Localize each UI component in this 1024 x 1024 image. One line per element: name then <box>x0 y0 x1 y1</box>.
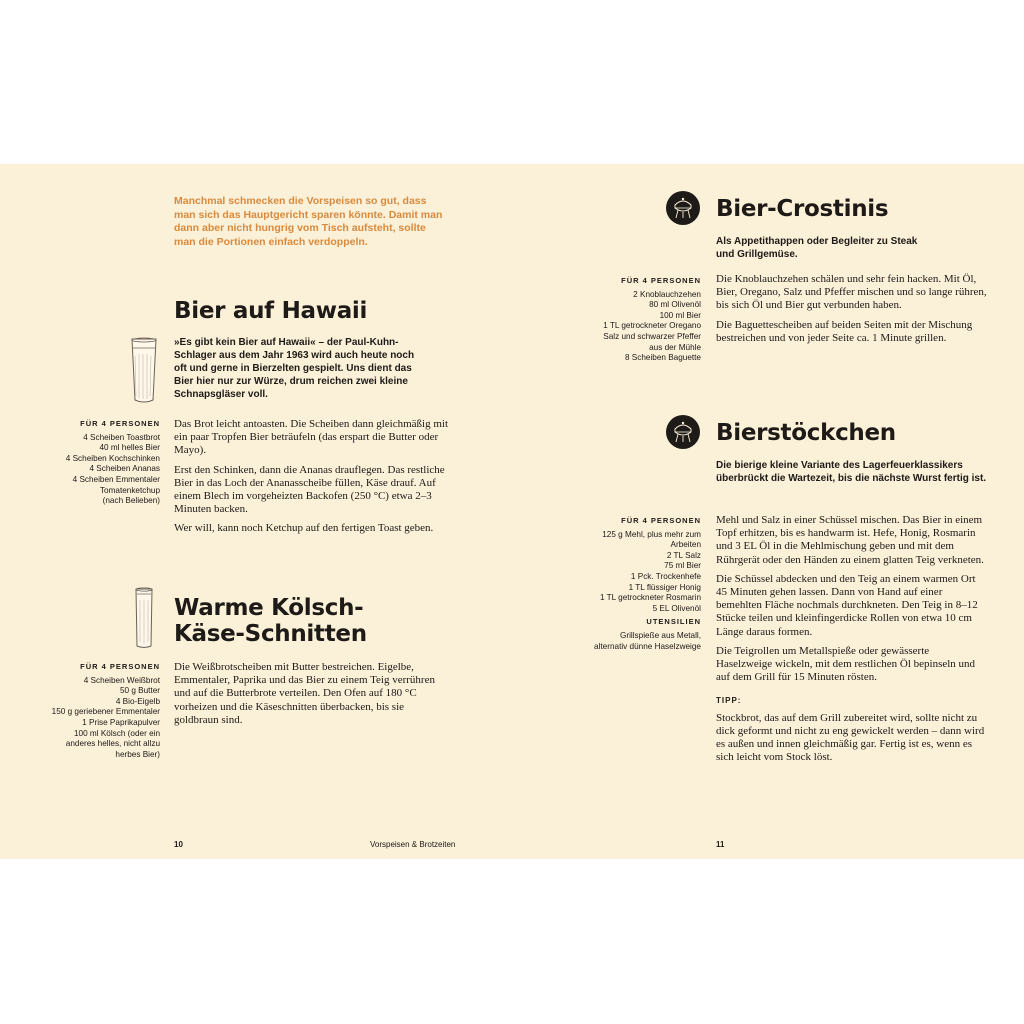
grill-icon <box>666 191 700 225</box>
tall-glass-icon <box>133 586 155 650</box>
ingredient: 1 Prise Paprikapulver <box>82 717 160 727</box>
instruction-step: Mehl und Salz in einer Schüssel mischen. Das Bier in einem Topf erhitzen, bis es handwarm ist. Hefe, Honig, Rosmarin und 3 EL Öl in die Mehlmischung geben und mit dem Rührgerät oder den Händen zu einem glatten Teig verkneten. <box>716 514 984 566</box>
instruction-step: Die Teigrollen um Metallspieße oder gewässerte Haselzweige wickeln, mit dem restlichen Öl bepinseln und auf dem Grill für 15 Minuten rösten. <box>716 644 976 684</box>
ingredient: 4 Scheiben Toastbrot <box>83 432 160 442</box>
servings-label: FÜR 4 PERSONEN <box>80 419 160 428</box>
instructions-bier-auf-hawaii <box>174 418 449 542</box>
ingredient: herbes Bier) <box>115 749 160 759</box>
ingredient: 75 ml Bier <box>664 561 701 571</box>
ingredient: 4 Bio-Eigelb <box>115 696 160 706</box>
ingredient: 80 ml Olivenöl <box>649 300 701 310</box>
ingredient: 4 Scheiben Kochschinken <box>65 453 160 463</box>
title-line: Warme Kölsch- <box>174 595 364 621</box>
tip-text: Stockbrot, das auf dem Grill zubereitet wird, sollte nicht zu dick geformt und nicht zu eng gewickelt werden – dann wird es außen und innen gleichmäßig gar. Fertig ist es, wenn es sich leicht vom Stock löst. <box>716 711 985 764</box>
section-title: Vorspeisen & Brotzeiten <box>370 840 456 849</box>
servings-label: FÜR 4 PERSONEN <box>621 516 701 525</box>
recipe-lead-bier-crostinis: Als Appetithappen oder Begleiter zu Steak und Grillgemüse. <box>716 236 918 260</box>
instructions-bier-crostinis <box>716 273 988 351</box>
page-number-right: 11 <box>716 840 725 849</box>
instruction-step: Erst den Schinken, dann die Ananas drauflegen. Das restliche Bier in das Loch der Ananasscheibe füllen, Käse drauf. Auf einem Blech im vorgeheizten Backofen (250 °C) etwa 2–3 Minuten backen. <box>174 463 445 516</box>
ingredient: 2 Knoblauchzehen <box>633 289 701 299</box>
instruction-step: Das Brot leicht antoasten. Die Scheiben dann gleichmäßig mit ein paar Tropfen Bier beträufeln (das erspart die Butter oder Mayo). <box>174 418 449 457</box>
ingredient: aus der Mühle <box>649 342 701 352</box>
ingredient: 100 ml Bier <box>659 310 701 320</box>
utensil: alternativ dünne Haselzweige <box>594 641 701 651</box>
instruction-step: Die Baguettescheiben auf beiden Seiten mit der Mischung bestreichen und von jeder Seite ca. 1 Minute grillen. <box>716 318 973 344</box>
instruction-step: Die Knoblauchzehen schälen und sehr fein hacken. Mit Öl, Bier, Oregano, Salz und Pfeffer mischen und so lange rühren, bis sich Öl und Bier gut verbunden haben. <box>716 273 987 312</box>
recipe-title-bier-crostinis: Bier-Crostinis <box>716 196 889 222</box>
instruction-step: Die Weißbrotscheiben mit Butter bestreichen. Eigelbe, Emmentaler, Paprika und das Bier zu einem Teig verrühren und auf die Butterbrote verteilen. Den Ofen auf 180 °C vorheizen und die Käseschnitten überbacken, bis sie goldbraun sind. <box>174 661 435 726</box>
ingredient: Salz und schwarzer Pfeffer <box>603 331 701 341</box>
page-number-left: 10 <box>174 840 183 849</box>
ingredient: Tomatenketchup <box>99 485 160 495</box>
ingredient: 1 Pck. Trockenhefe <box>630 571 701 581</box>
tip-label: TIPP: <box>716 696 742 706</box>
ingredient: 40 ml helles Bier <box>99 443 160 453</box>
ingredient: (nach Belieben) <box>102 496 160 506</box>
utensil: Grillspieße aus Metall, <box>620 630 701 640</box>
ingredient: Arbeiten <box>670 540 701 550</box>
ingredient: 125 g Mehl, plus mehr zum <box>602 529 701 539</box>
ingredients-bier-crostinis <box>570 276 701 364</box>
recipe-lead-bier-auf-hawaii: »Es gibt kein Bier auf Hawaii« – der Paul-Kuhn-Schlager aus dem Jahr 1963 wird auch heute noch oft und gerne in Bierzelten gespielt. Uns dient das Bier hier nur zur Würze, drum reichen zwei kleine Schnapsgläser voll. <box>174 337 415 400</box>
ingredient: 4 Scheiben Ananas <box>89 464 160 474</box>
ingredient: 50 g Butter <box>119 686 160 696</box>
beer-glass-icon <box>129 336 159 406</box>
servings-label: FÜR 4 PERSONEN <box>80 662 160 671</box>
ingredient: 2 TL Salz <box>666 550 701 560</box>
recipe-title-koelsch-kaese-schnitten <box>174 595 367 647</box>
utensils-label: UTENSILIEN <box>646 617 701 627</box>
ingredient: 100 ml Kölsch (oder ein <box>73 728 160 738</box>
recipe-lead-bierstoeckchen: Die bierige kleine Variante des Lagerfeuerklassikers überbrückt die Wartezeit, bis die nächste Wurst fertig ist. <box>716 460 987 484</box>
servings-label: FÜR 4 PERSONEN <box>621 276 701 285</box>
grill-icon <box>666 415 700 449</box>
ingredient: 150 g geriebener Emmentaler <box>51 707 160 717</box>
ingredient: anderes helles, nicht allzu <box>65 739 160 749</box>
instruction-step: Die Schüssel abdecken und den Teig an einem warmen Ort 45 Minuten gehen lassen. Dann von Hand auf einer bemehlten Fläche nochmals durchkneten. Den Teig in 8–12 Stücke teilen und kleinfingerdicke Rollen von etwa 10 cm Länge daraus formen. <box>716 572 978 638</box>
ingredient: 4 Scheiben Weißbrot <box>83 675 160 685</box>
recipe-title-bier-auf-hawaii: Bier auf Hawaii <box>174 298 368 324</box>
instructions-bierstoeckchen <box>716 514 988 770</box>
ingredient: 1 TL flüssiger Honig <box>628 582 701 592</box>
ingredients-koelsch-kaese-schnitten <box>30 662 160 760</box>
intro-text: Manchmal schmecken die Vorspeisen so gut, dass man sich das Hauptgericht sparen könnte. Damit man dann aber nicht hungrig vom Tisch aufsteht, sollte man die Portionen einfach verdoppeln. <box>174 195 443 248</box>
ingredient: 1 TL getrockneter Rosmarin <box>599 593 701 603</box>
title-line: Käse-Schnitten <box>174 621 367 647</box>
recipe-title-bierstoeckchen: Bierstöckchen <box>716 420 896 446</box>
instruction-step: Wer will, kann noch Ketchup auf den fertigen Toast geben. <box>174 522 434 535</box>
ingredients-bier-auf-hawaii <box>38 419 160 507</box>
ingredient: 4 Scheiben Emmentaler <box>72 474 160 484</box>
instructions-koelsch-kaese-schnitten <box>174 661 449 733</box>
ingredient: 1 TL getrockneter Oregano <box>603 321 701 331</box>
ingredient: 5 EL Olivenöl <box>652 603 701 613</box>
ingredient: 8 Scheiben Baguette <box>624 353 701 363</box>
ingredients-bierstoeckchen <box>560 516 701 652</box>
